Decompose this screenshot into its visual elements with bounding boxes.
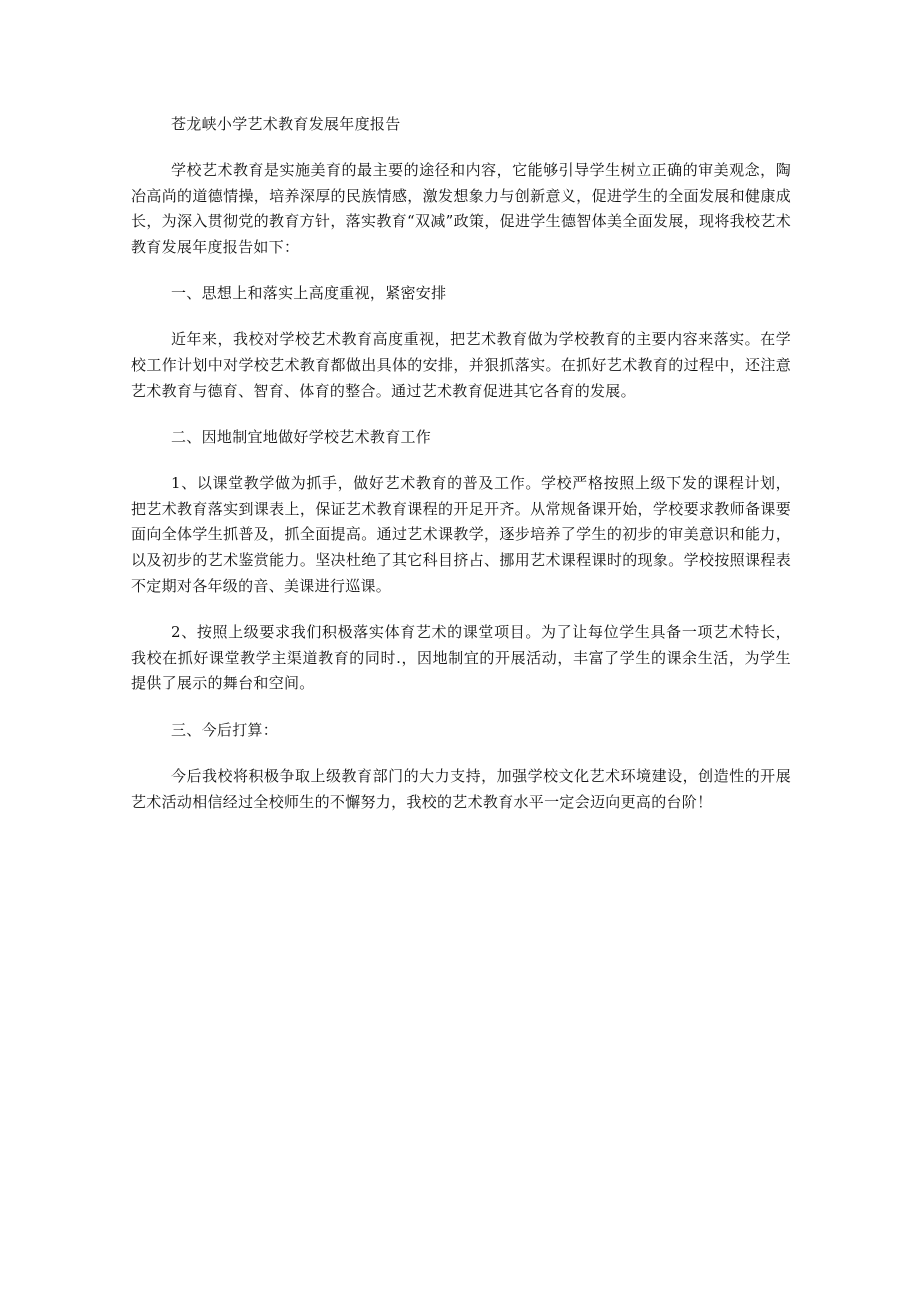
document-body — [131, 112, 791, 836]
section-2-paragraph-1: 1、以课堂教学做为抓手，做好艺术教育的普及工作。学校严格按照上级下发的课程计划，把艺术教育落实到课表上，保证艺术教育课程的开足开齐。从常规备课开始，学校要求教师备课要面向全体学生抓普及，抓全面提高。通过艺术课教学，逐步培养了学生的初步的审美意识和能力，以及初步的艺术鉴赏能力。坚决杜绝了其它科目挤占、挪用艺术课程课时的现象。学校按照课程表不定期对各年级的音、美课进行巡课。 — [131, 474, 791, 595]
section-heading-1: 一、思想上和落实上高度重视，紧密安排 — [171, 284, 447, 303]
document-title: 苍龙峡小学艺术教育发展年度报告 — [171, 115, 401, 133]
section-3-paragraph-1: 今后我校将积极争取上级教育部门的大力支持，加强学校文化艺术环境建设，创造性的开展艺术活动相信经过全校师生的不懈努力，我校的艺术教育水平一定会迈向更高的台阶！ — [131, 766, 791, 811]
section-1-paragraph-1: 近年来，我校对学校艺术教育高度重视，把艺术教育做为学校教育的主要内容来落实。在学校工作计划中对学校艺术教育都做出具体的安排，并狠抓落实。在抓好艺术教育的过程中，还注意艺术教育与德育、智育、体育的整合。通过艺术教育促进其它各育的发展。 — [131, 330, 791, 400]
intro-paragraph: 学校艺术教育是实施美育的最主要的途径和内容，它能够引导学生树立正确的审美观念，陶冶高尚的道德情操，培养深厚的民族情感，激发想象力与创新意义，促进学生的全面发展和健康成长，为深入贯彻党的教育方针，落实教育“双减”政策，促进学生德智体美全面发展，现将我校艺术教育发展年度报告如下： — [131, 161, 791, 256]
section-heading-2: 二、因地制宜地做好学校艺术教育工作 — [171, 428, 432, 447]
section-heading-3: 三、今后打算： — [171, 720, 279, 739]
section-2-paragraph-2: 2、按照上级要求我们积极落实体育艺术的课堂项目。为了让每位学生具备一项艺术特长，我校在抓好课堂教学主渠道教育的同时.，因地制宜的开展活动，丰富了学生的课余生活，为学生提供了展示的舞台和空间。 — [131, 623, 791, 693]
